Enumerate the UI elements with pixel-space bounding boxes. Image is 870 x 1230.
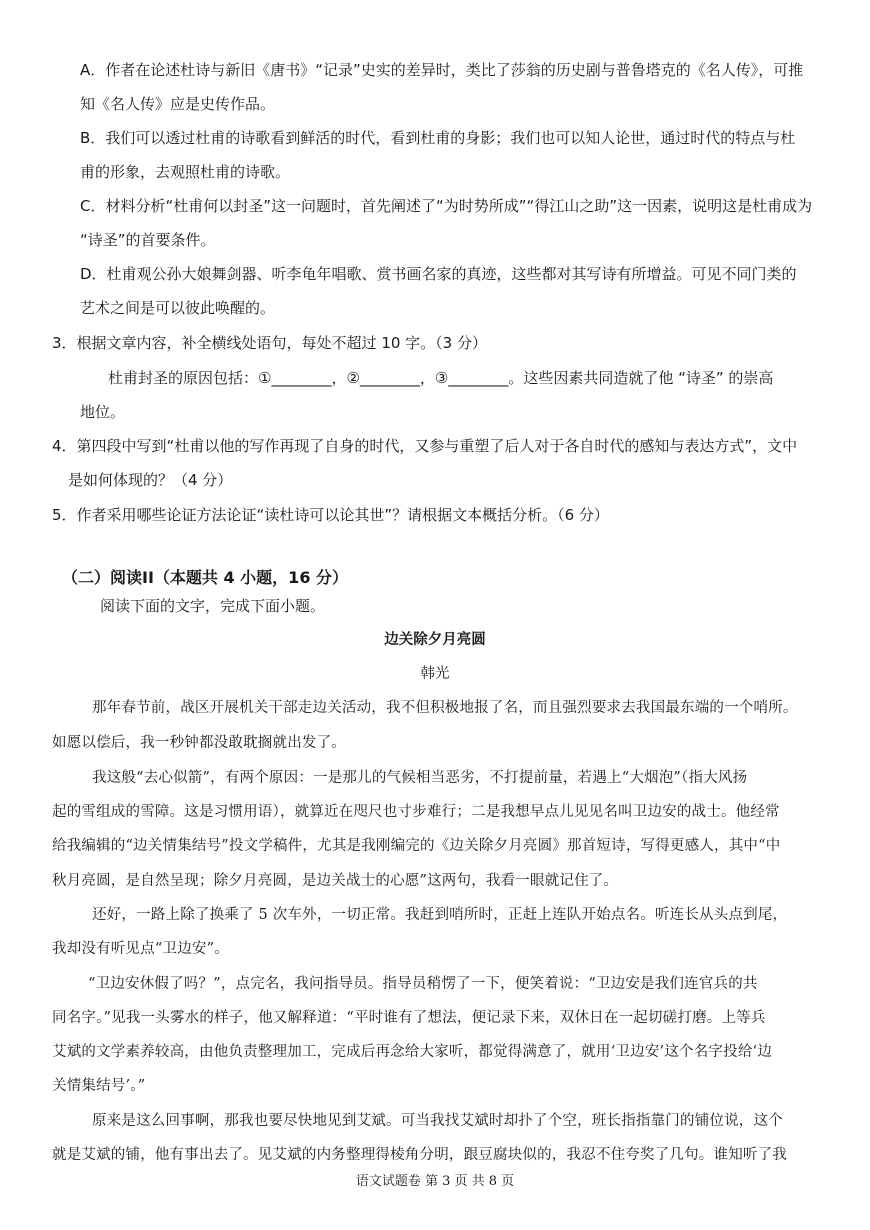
question-4-line2: 是如何体现的？（4 分） bbox=[68, 471, 233, 489]
story-line: 我却没有听见点“卫边安”。 bbox=[52, 941, 229, 957]
option-a-line1: A．作者在论述杜诗与新旧《唐书》“记录”史实的差异时，类比了莎翁的历史剧与普鲁塔克的《名人传》，可推 bbox=[80, 61, 804, 79]
section-heading: （二）阅读II（本题共 4 小题，16 分） bbox=[62, 568, 349, 587]
question-3-fill-line2: 地位。 bbox=[80, 403, 126, 421]
option-d-line1: D．杜甫观公孙大娘舞剑器、听李龟年唱歌、赏书画名家的真迹，这些都对其写诗有所增益。可见不同门类的 bbox=[80, 265, 797, 283]
story-line: “卫边安休假了吗？”，点完名，我问指导员。指导员稍愣了一下，便笑着说：“卫边安是我们连官兵的共 bbox=[88, 976, 758, 992]
section-instruction: 阅读下面的文字，完成下面小题。 bbox=[100, 597, 326, 615]
story-line: 给我编辑的“边关情集结号”投文学稿件，尤其是我刚编完的《边关除夕月亮圆》那首短诗，写得更感人，其中“中 bbox=[52, 838, 781, 854]
question-3-fill-line1: 杜甫封圣的原因包括：①________，②________，③________。这些因素共同造就了他 “诗圣” 的崇高 bbox=[108, 369, 774, 387]
page-footer: 语文试题卷 第 3 页 共 8 页 bbox=[355, 1174, 515, 1189]
story-line: 同名字。”见我一头雾水的样子，他又解释道：“平时谁有了想法，便记录下来，双休日在一起切磋打磨。上等兵 bbox=[52, 1010, 766, 1026]
question-4-line1: 4．第四段中写到“杜甫以他的写作再现了自身的时代，又参与重塑了后人对于各自时代的感知与表达方式”，文中 bbox=[52, 437, 798, 455]
story-line: 艾斌的文学素养较高，由他负责整理加工，完成后再念给大家听，都觉得满意了，就用‘卫边安’这个名字投给‘边 bbox=[52, 1044, 773, 1060]
story-line: 我这般“去心似箭”，有两个原因：一是那儿的气候相当恶劣，不打提前量，若遇上“大烟泡”（指大风扬 bbox=[92, 770, 748, 786]
option-b-line1: B．我们可以透过杜甫的诗歌看到鲜活的时代，看到杜甫的身影；我们也可以知人论世，通过时代的特点与杜 bbox=[80, 129, 796, 147]
story-line: 起的雪组成的雪障。这是习惯用语），就算近在咫尺也寸步难行；二是我想早点儿见见名叫卫边安的战士。他经常 bbox=[52, 804, 780, 820]
story-line: 关情集结号’。” bbox=[52, 1078, 146, 1094]
option-d-line2: 艺术之间是可以彼此唤醒的。 bbox=[80, 299, 276, 317]
option-c-line1: C．材料分析“杜甫何以封圣”这一问题时，首先阐述了“为时势所成”“得江山之助”这一因素，说明这是杜甫成为 bbox=[80, 197, 813, 215]
story-line: 如愿以偿后，我一秒钟都没敢耽搁就出发了。 bbox=[52, 735, 346, 751]
question-3-stem: 3．根据文章内容，补全横线处语句，每处不超过 10 字。（3 分） bbox=[52, 334, 487, 352]
option-a-line2: 知《名人传》应是史传作品。 bbox=[80, 95, 276, 113]
option-c-line2: “诗圣”的首要条件。 bbox=[80, 231, 216, 249]
story-line: 还好，一路上除了换乘了 5 次车外，一切正常。我赶到哨所时，正赶上连队开始点名。听连长从头点到尾， bbox=[92, 907, 788, 923]
story-title: 边关除夕月亮圆 bbox=[384, 632, 486, 648]
story-line: 秋月亮圆，是自然呈现；除夕月亮圆，是边关战士的心愿”这两句，我看一眼就记住了。 bbox=[52, 873, 619, 889]
story-line: 原来是这么回事啊，那我也要尽快地见到艾斌。可当我找艾斌时却扑了个空，班长指指靠门的铺位说，这个 bbox=[92, 1113, 783, 1129]
story-line: 就是艾斌的铺，他有事出去了。见艾斌的内务整理得棱角分明，跟豆腐块似的，我忍不住夸奖了几句。谁知听了我 bbox=[52, 1147, 787, 1163]
story-line: 那年春节前，战区开展机关干部走边关活动，我不但积极地报了名，而且强烈要求去我国最东端的一个哨所。 bbox=[92, 700, 798, 716]
option-b-line2: 甫的形象，去观照杜甫的诗歌。 bbox=[80, 163, 291, 181]
story-author: 韩光 bbox=[420, 666, 450, 682]
question-5: 5．作者采用哪些论证方法论证“读杜诗可以论其世”？请根据文本概括分析。（6 分） bbox=[52, 506, 609, 524]
